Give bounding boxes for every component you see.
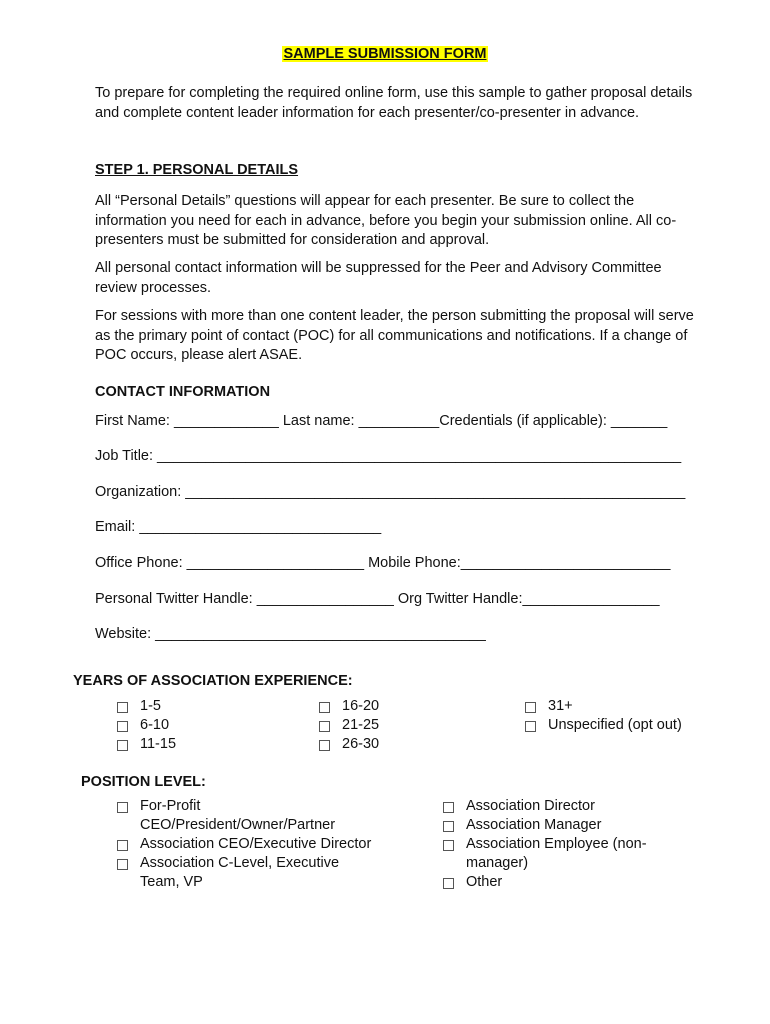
checkbox-option[interactable]: Other <box>443 873 683 892</box>
checkbox-option[interactable]: Association Employee (non-manager) <box>443 835 683 873</box>
step1-heading: STEP 1. PERSONAL DETAILS <box>95 162 299 178</box>
checkbox-icon[interactable] <box>319 721 330 732</box>
checkbox-icon[interactable] <box>117 802 128 813</box>
checkbox-icon[interactable] <box>443 840 454 851</box>
checkbox-option[interactable]: Association CEO/Executive Director <box>117 835 387 854</box>
checkbox-option[interactable]: 26-30 <box>319 735 499 754</box>
checkbox-icon[interactable] <box>117 859 128 870</box>
checkbox-option[interactable]: 11-15 <box>117 735 297 754</box>
email-field[interactable]: Email: ______________________________ <box>95 519 382 535</box>
checkbox-option[interactable]: Association C-Level, Executive Team, VP <box>117 854 387 892</box>
checkbox-icon[interactable] <box>443 802 454 813</box>
checkbox-option[interactable]: Association Director <box>443 797 683 816</box>
name-credentials-fields[interactable]: First Name: _____________ Last name: __________Credentials (if applicable): _______ <box>95 413 668 429</box>
checkbox-option[interactable]: 31+ <box>525 697 745 716</box>
organization-field[interactable]: Organization: ______________________________________________________________ <box>95 484 686 500</box>
checkbox-icon[interactable] <box>117 840 128 851</box>
checkbox-option[interactable]: 6-10 <box>117 716 297 735</box>
checkbox-option[interactable]: 16-20 <box>319 697 499 716</box>
phone-fields[interactable]: Office Phone: ______________________ Mobile Phone:__________________________ <box>95 555 671 571</box>
checkbox-icon[interactable] <box>443 878 454 889</box>
position-column-2 <box>443 797 683 892</box>
experience-column-1 <box>117 697 297 754</box>
checkbox-icon[interactable] <box>443 821 454 832</box>
checkbox-option[interactable]: For-Profit CEO/President/Owner/Partner <box>117 797 387 835</box>
twitter-fields[interactable]: Personal Twitter Handle: _________________ Org Twitter Handle:_________________ <box>95 591 660 607</box>
form-title: SAMPLE SUBMISSION FORM <box>283 46 487 62</box>
checkbox-option[interactable]: Unspecified (opt out) <box>525 716 745 735</box>
position-heading: POSITION LEVEL: <box>81 774 206 790</box>
checkbox-option[interactable]: 21-25 <box>319 716 499 735</box>
checkbox-icon[interactable] <box>319 740 330 751</box>
website-field[interactable]: Website: _________________________________________ <box>95 626 486 642</box>
checkbox-icon[interactable] <box>117 721 128 732</box>
checkbox-icon[interactable] <box>117 702 128 713</box>
step1-paragraph-2: All personal contact information will be suppressed for the Peer and Advisory Committee review processes. <box>95 260 662 296</box>
intro-paragraph: To prepare for completing the required online form, use this sample to gather proposal details and complete content leader information for each presenter/co-presenter in advance. <box>95 85 693 121</box>
contact-heading: CONTACT INFORMATION <box>95 384 271 400</box>
checkbox-option[interactable]: Association Manager <box>443 816 683 835</box>
checkbox-icon[interactable] <box>525 721 536 732</box>
job-title-field[interactable]: Job Title: _________________________________________________________________ <box>95 448 682 464</box>
experience-column-2 <box>319 697 499 754</box>
experience-column-3 <box>525 697 745 735</box>
step1-paragraph-1: All “Personal Details” questions will appear for each presenter. Be sure to collect the information you need for each in advance, before you begin your submission online. All co-presenters must be submitted for consideration and approval. <box>95 193 677 248</box>
position-column-1 <box>117 797 387 892</box>
step1-paragraph-3: For sessions with more than one content leader, the person submitting the proposal will serve as the primary point of contact (POC) for all communications and notifications. If a change of POC occurs, please alert ASAE. <box>95 308 694 363</box>
checkbox-icon[interactable] <box>319 702 330 713</box>
checkbox-icon[interactable] <box>117 740 128 751</box>
checkbox-option[interactable]: 1-5 <box>117 697 297 716</box>
experience-heading: YEARS OF ASSOCIATION EXPERIENCE: <box>73 673 353 689</box>
checkbox-icon[interactable] <box>525 702 536 713</box>
